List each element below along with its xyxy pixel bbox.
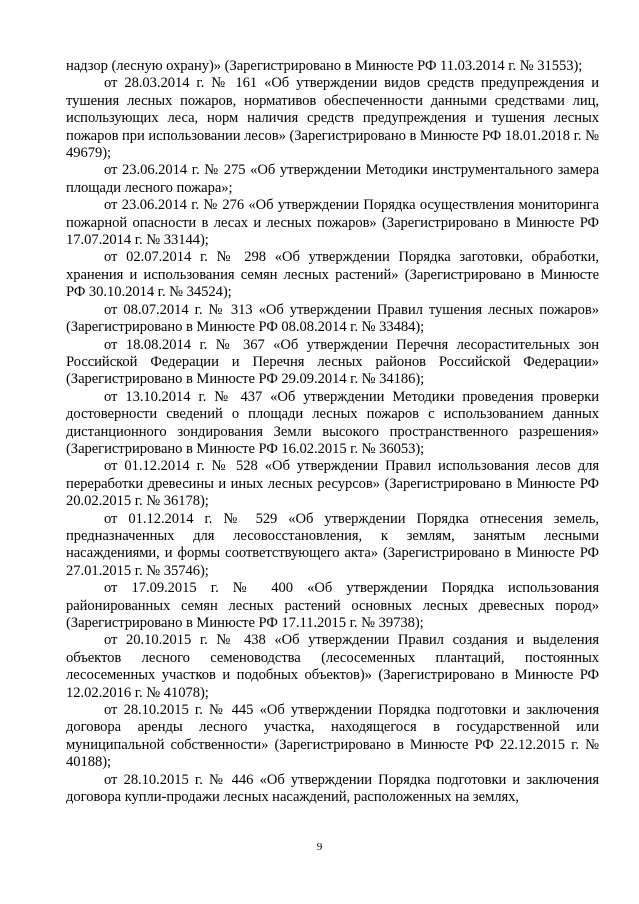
paragraph-order-400: от 17.09.2015 г. № 400 «Об утверждении Порядка использования районированных семян лесных растений основных лесных древесных пород» (Зарегистрировано в Минюсте РФ 17.11.2015 г. № 39738); (66, 580, 599, 631)
paragraph-order-298: от 02.07.2014 г. № 298 «Об утверждении Порядка заготовки, обработки, хранения и использования семян лесных растений» (Зарегистрировано в Минюсте РФ 30.10.2014 г. № 34524); (66, 249, 599, 301)
paragraph-order-276: от 23.06.2014 г. № 276 «Об утверждении Порядка осуществления мониторинга пожарной опасности в лесах и лесных пожаров» (Зарегистрировано в Минюсте РФ 17.07.2014 г. № 33144); (66, 197, 599, 249)
paragraph-order-161: от 28.03.2014 г. № 161 «Об утверждении видов средств предупреждения и тушения лесных пожаров, нормативов обеспеченности данными средствами лиц, использующих леса, норм наличия средств предупреждения и тушения лесных пожаров при использовании лесов» (Зарегистрировано в Минюсте РФ 18.01.2018 г. № 49679); (66, 75, 599, 162)
paragraph-order-529: от 01.12.2014 г. № 529 «Об утверждении Порядка отнесения земель, предназначенных для лесовосстановления, к землям, занятым лесными насаждениями, и формы соответствующего акта» (Зарегистрировано в Минюсте РФ 27.01.2015 г. № 35746); (66, 510, 599, 579)
paragraph-order-313: от 08.07.2014 г. № 313 «Об утверждении Правил тушения лесных пожаров» (Зарегистрировано в Минюсте РФ 08.08.2014 г. № 33484); (66, 301, 599, 336)
paragraph-order-528: от 01.12.2014 г. № 528 «Об утверждении Правил использования лесов для переработки древесины и иных лесных ресурсов» (Зарегистрировано в Минюсте РФ 20.02.2015 г. № 36178); (66, 458, 599, 510)
paragraph-order-367: от 18.08.2014 г. № 367 «Об утверждении Перечня лесорастительных зон Российской Федерации и Перечня лесных районов Российской Федерации» (Зарегистрировано в Минюсте РФ 29.09.2014 г. № 34186); (66, 336, 599, 388)
document-body (66, 58, 599, 806)
paragraph-order-438: от 20.10.2015 г. № 438 «Об утверждении Правил создания и выделения объектов лесного семеноводства (лесосеменных плантаций, постоянных лесосеменных участков и подобных объектов)» (Зарегистрировано в Минюсте РФ 12.02.2016 г. № 41078); (66, 632, 599, 701)
paragraph-order-437: от 13.10.2014 г. № 437 «Об утверждении Методики проведения проверки достоверности сведений о площади лесных пожаров с использованием данных дистанционного зондирования Земли высокого пространственного разрешения» (Зарегистрировано в Минюсте РФ 16.02.2015 г. № 36053); (66, 388, 599, 457)
page-number: 9 (316, 841, 323, 853)
paragraph-order-275: от 23.06.2014 г. № 275 «Об утверждении Методики инструментального замера площади лесного пожара»; (66, 162, 599, 196)
paragraph-order-446: от 28.10.2015 г. № 446 «Об утверждении Порядка подготовки и заключения договора купли-продажи лесных насаждений, расположенных на землях, (66, 771, 599, 806)
paragraph-order-445: от 28.10.2015 г. № 445 «Об утверждении Порядка подготовки и заключения договора аренды лесного участка, находящегося в государственной или муниципальной собственности» (Зарегистрировано в Минюсте РФ 22.12.2015 г. № 40188); (66, 702, 599, 771)
paragraph-continuation: надзор (лесную охрану)» (Зарегистрировано в Минюсте РФ 11.03.2014 г. № 31553); (66, 58, 583, 74)
